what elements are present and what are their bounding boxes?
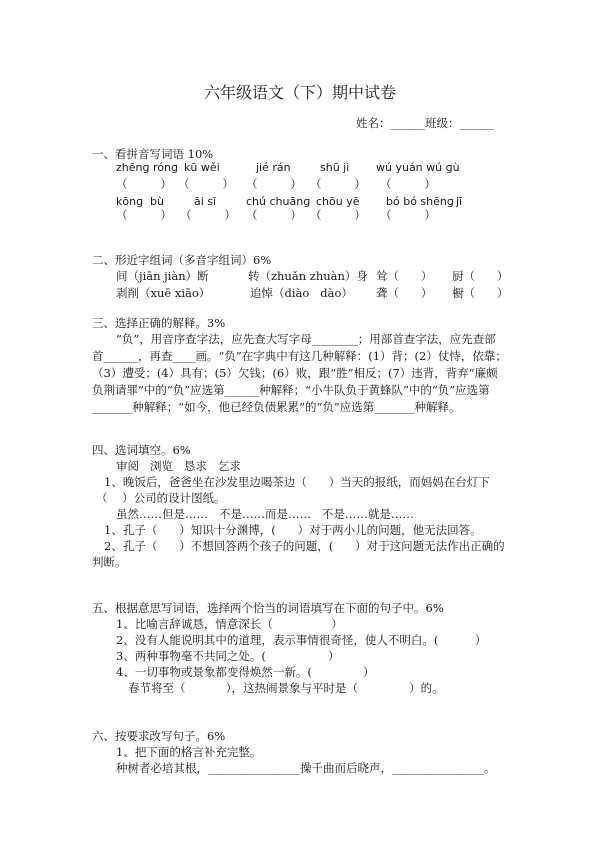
page-title: 六年级语文（下）期中试卷 xyxy=(203,83,396,102)
blank-4[interactable]: （ ） xyxy=(310,177,366,191)
s5-line-4: 4、一切事物或景象都变得焕然一新。( ） xyxy=(116,665,375,679)
blank-2[interactable]: （ ） xyxy=(178,177,234,191)
s4-conjunctions: 虽然……但是…… 不是……而是…… 不是……就是…… xyxy=(116,507,414,521)
s2-item-6: 追悼（diào dào） xyxy=(250,286,353,300)
blank-7[interactable]: （ ） xyxy=(180,208,236,222)
pinyin-3: jié rán xyxy=(256,161,291,174)
section-3-heading: 三、选择正确的解释。3% xyxy=(92,316,226,330)
blank-3[interactable]: （ ） xyxy=(246,177,302,191)
pinyin-10b: jī xyxy=(456,195,463,208)
s2-item-4[interactable]: 厨（ ） xyxy=(452,269,509,283)
blank-8[interactable]: （ ） xyxy=(246,208,302,222)
pinyin-7: āi sī xyxy=(194,195,217,208)
pinyin-6b: bù xyxy=(150,195,164,208)
s5-line-2: 2、没有人能说明其中的道理，表示事情很奇怪，使人不明白。( ） xyxy=(116,633,487,647)
s2-item-1: 间（jiān jiàn）断 xyxy=(116,269,209,283)
name-class-line: 姓名：______班级：______ xyxy=(356,116,494,130)
s5-line-5: 春节将至（ ），这热闹景象与平时是（ ）的。 xyxy=(128,681,444,695)
pinyin-4: shū jì xyxy=(320,161,350,174)
blank-1[interactable]: （ ） xyxy=(116,177,172,191)
section-2-heading: 二、形近字组词（多音字组词）6% xyxy=(92,253,272,267)
s4-word-bank: 审阅 浏览 恳求 乞求 xyxy=(116,459,241,473)
s4-line-4: 2、孔子（ ）不想回答两个孩子的问题，( ）对于这问题无法作出正确的 xyxy=(104,539,505,553)
pinyin-9: chōu yē xyxy=(316,195,360,208)
s6-line-1: 1、把下面的格言补充完整。 xyxy=(116,745,262,759)
section-6-heading: 六、按要求改写句子。6% xyxy=(92,729,226,743)
section-4-heading: 四、选词填空。6% xyxy=(92,443,191,457)
s4-line-1: 1、晚饭后，爸爸坐在沙发里边喝茶边（ ）当天的报纸，而妈妈在台灯下 xyxy=(104,475,490,489)
s5-line-3: 3、两种事物毫不共同之处。( ） xyxy=(116,649,340,663)
pinyin-10a: bó bó shēnɡ xyxy=(386,195,454,208)
pinyin-8: chú chuānɡ xyxy=(246,195,311,208)
s3-line-4: 负荆请罪”中的“负”应选第______种解释；“小牛队负于黄蜂队”中的“负”应选第 xyxy=(92,383,490,397)
s2-item-3[interactable]: 耸（ ） xyxy=(376,269,433,283)
s2-item-7[interactable]: 聋（ ） xyxy=(376,286,433,300)
s4-line-5: 判断。 xyxy=(92,555,127,569)
pinyin-6a: kōnɡ xyxy=(116,195,144,208)
s6-line-2: 种树者必培其根，________________操千曲而后晓声，________________。 xyxy=(116,761,496,775)
blank-5[interactable]: （ ） xyxy=(380,177,436,191)
s4-line-3: 1、孔子（ ）知识十分渊博，( ）对于两小儿的问题，他无法回答。 xyxy=(104,523,482,537)
s2-item-5: 剥削（xuē xiāo） xyxy=(116,286,211,300)
s3-line-5: _______种解释；“如今，他已经负债累累”的“负”应选第_______种解释。 xyxy=(92,400,461,414)
s3-line-3: （3）遭受；(4）具有；(5）欠钱；(6）败，跟“胜”相反；(7）违背，背弃“廉颇 xyxy=(92,366,498,380)
s3-line-1: “负”，用音序查字法，应先查大写字母________；用部首查字法，应先查部 xyxy=(116,332,496,346)
s5-line-1: 1、比喻言辞诚恳，情意深长（ ） xyxy=(116,617,343,631)
blank-6[interactable]: （ ） xyxy=(116,208,172,222)
blank-9[interactable]: （ ） xyxy=(310,208,366,222)
s3-line-2: 首______，再查____画。“负”在字典中有这几种解释：(1）背；(2）仗恃，依靠； xyxy=(92,349,507,363)
s4-line-2: （ ）公司的设计图纸。 xyxy=(96,491,226,505)
section-1-heading: 一、看拼音写词语 10% xyxy=(92,147,214,161)
blank-10[interactable]: （ ） xyxy=(380,208,436,222)
pinyin-2: kū wěi xyxy=(184,161,220,174)
pinyin-5: wú yuán wú ɡù xyxy=(376,161,460,174)
s2-item-8[interactable]: 橱（ ） xyxy=(452,286,509,300)
s2-item-2: 转（zhuǎn zhuàn）身 xyxy=(248,269,368,283)
section-5-heading: 五、根据意思写词语，选择两个恰当的词语填写在下面的句子中。6% xyxy=(92,601,444,615)
pinyin-1: zhēnɡ rónɡ xyxy=(116,161,178,174)
